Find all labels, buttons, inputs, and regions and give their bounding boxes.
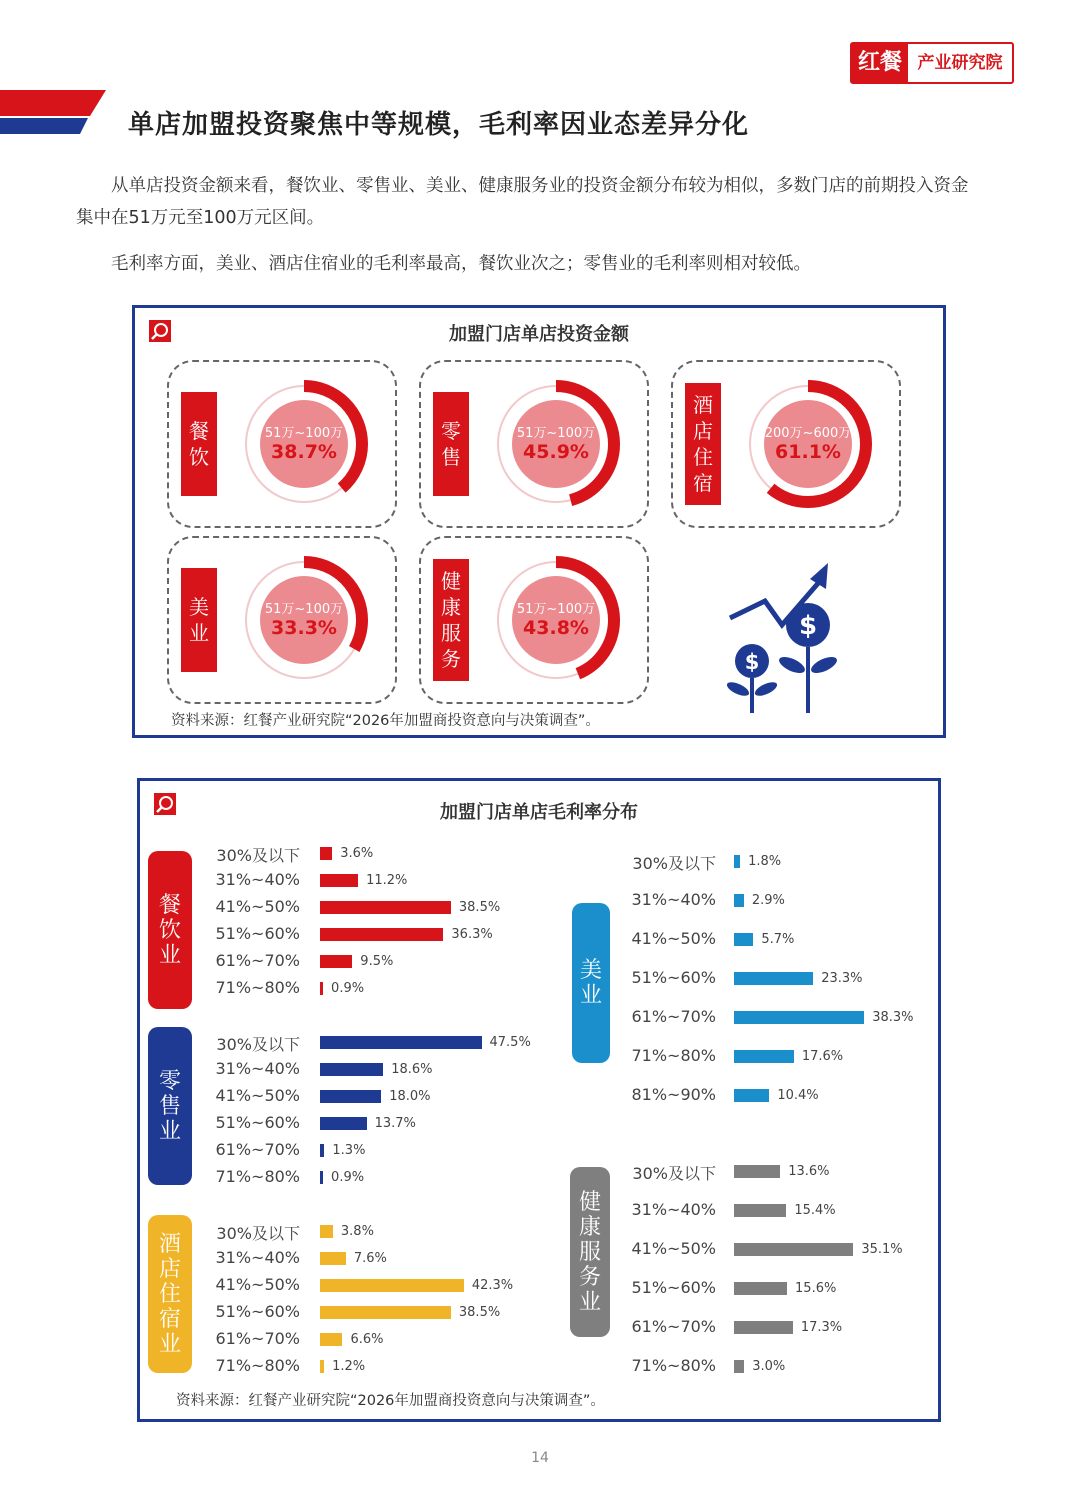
tick-label: 31%~40%	[631, 890, 716, 909]
tick-label: 30%及以下	[216, 1035, 300, 1054]
investment-card	[167, 360, 397, 528]
data-label: 38.3%	[872, 1010, 914, 1025]
bar	[320, 982, 323, 995]
investment-range: 51万~100万	[516, 602, 596, 617]
tick-label: 71%~80%	[215, 1356, 300, 1375]
bar	[320, 955, 352, 968]
data-label: 1.3%	[332, 1143, 366, 1158]
bar	[320, 1252, 346, 1265]
header-stripe	[0, 90, 110, 140]
bar	[734, 972, 813, 985]
margin-title: 加盟门店单店毛利率分布	[440, 802, 638, 823]
tick-label: 30%及以下	[632, 854, 716, 873]
category-label: 健 康 服 务	[433, 559, 469, 681]
logo-text: 产业研究院	[917, 53, 1003, 73]
tick-label: 71%~80%	[215, 1167, 300, 1186]
bar	[320, 1306, 451, 1319]
margin-category: 美 业	[572, 903, 610, 1063]
tick-label: 41%~50%	[215, 1275, 300, 1294]
tick-label: 31%~40%	[215, 870, 300, 889]
bar	[320, 928, 443, 941]
bar	[734, 1360, 744, 1373]
data-label: 38.5%	[458, 1305, 501, 1320]
svg-text:$: $	[744, 650, 760, 674]
logo-mark: 红餐	[852, 44, 908, 82]
investment-share: 38.7%	[271, 441, 337, 463]
paragraph-2: 毛利率方面，美业、酒店住宿业的毛利率最高，餐饮业次之；零售业的毛利率则相对较低。	[111, 254, 811, 274]
category-label: 酒 店 住 宿	[685, 383, 721, 505]
tick-label: 81%~90%	[631, 1085, 716, 1104]
tick-label: 61%~70%	[631, 1007, 716, 1026]
data-label: 15.4%	[794, 1203, 836, 1218]
data-label: 18.0%	[389, 1089, 431, 1104]
investment-card	[167, 536, 397, 704]
investment-range: 200万~600万	[764, 426, 852, 441]
tick-label: 30%及以下	[632, 1164, 716, 1183]
data-label: 36.3%	[451, 927, 493, 942]
data-label: 6.6%	[350, 1332, 384, 1347]
margin-category: 零 售 业	[148, 1027, 192, 1185]
bar	[320, 1117, 367, 1130]
investment-range: 51万~100万	[264, 602, 344, 617]
tick-label: 41%~50%	[215, 1086, 300, 1105]
margin-category: 健 康 服 务 业	[570, 1167, 610, 1337]
bar	[320, 1171, 323, 1184]
investment-range: 51万~100万	[264, 426, 344, 441]
category-label: 美 业	[181, 568, 217, 672]
investment-share: 61.1%	[775, 441, 841, 463]
margin-category: 酒 店 住 宿 业	[148, 1215, 192, 1373]
bar	[320, 1144, 324, 1157]
tick-label: 51%~60%	[215, 924, 300, 943]
bar	[320, 1279, 464, 1292]
tick-label: 30%及以下	[216, 1224, 300, 1243]
investment-range: 51万~100万	[516, 426, 596, 441]
tick-label: 71%~80%	[631, 1356, 716, 1375]
category-label: 餐 饮	[181, 392, 217, 496]
money-growth-icon	[720, 563, 850, 713]
bar	[734, 855, 740, 868]
data-label: 0.9%	[331, 981, 365, 996]
bar	[734, 1011, 864, 1024]
bar	[320, 1036, 482, 1049]
brand-logo	[850, 42, 1014, 84]
data-label: 5.7%	[761, 932, 795, 947]
tick-label: 61%~70%	[215, 951, 300, 970]
tick-label: 30%及以下	[216, 846, 300, 865]
bar	[734, 894, 744, 907]
data-label: 17.3%	[800, 1320, 843, 1335]
bar	[320, 1333, 342, 1346]
data-label: 2.9%	[751, 893, 785, 908]
data-label: 42.3%	[471, 1278, 514, 1293]
bar	[734, 933, 753, 946]
bar	[320, 1090, 381, 1103]
data-label: 1.8%	[748, 854, 782, 869]
data-label: 13.7%	[374, 1116, 416, 1131]
bar	[734, 1089, 769, 1102]
data-label: 13.6%	[788, 1164, 830, 1179]
investment-share: 33.3%	[271, 617, 337, 639]
tick-label: 41%~50%	[215, 897, 300, 916]
svg-text:$: $	[798, 611, 818, 641]
data-label: 1.2%	[332, 1359, 366, 1374]
investment-card	[419, 536, 649, 704]
investment-share: 45.9%	[523, 441, 589, 463]
tick-label: 61%~70%	[215, 1140, 300, 1159]
bar	[320, 874, 358, 887]
bar	[734, 1321, 793, 1334]
tick-label: 51%~60%	[215, 1113, 300, 1132]
bar	[734, 1050, 794, 1063]
data-label: 3.0%	[752, 1359, 786, 1374]
investment-share: 43.8%	[523, 617, 589, 639]
tick-label: 41%~50%	[631, 1239, 716, 1258]
tick-label: 61%~70%	[631, 1317, 716, 1336]
tick-label: 71%~80%	[631, 1046, 716, 1065]
investment-title: 加盟门店单店投资金额	[449, 324, 629, 345]
bar	[320, 1225, 333, 1238]
data-label: 3.6%	[340, 846, 374, 861]
data-label: 23.3%	[821, 971, 863, 986]
investment-card	[671, 360, 901, 528]
data-label: 15.6%	[795, 1281, 837, 1296]
tick-label: 51%~60%	[215, 1302, 300, 1321]
tick-label: 31%~40%	[215, 1059, 300, 1078]
margin-category: 餐 饮 业	[148, 851, 192, 1009]
tick-label: 71%~80%	[215, 978, 300, 997]
data-label: 3.8%	[340, 1224, 374, 1239]
paragraph-1: 从单店投资金额来看，餐饮业、零售业、美业、健康服务业的投资金额分布较为相似，多数门店的前期投入资金集中在51万元至100万元区间。	[76, 176, 969, 228]
margin-source: 资料来源：红餐产业研究院“2026年加盟商投资意向与决策调查”。	[176, 1393, 605, 1409]
bar	[320, 901, 451, 914]
bar	[734, 1282, 787, 1295]
data-label: 10.4%	[777, 1088, 819, 1103]
tick-label: 61%~70%	[215, 1329, 300, 1348]
data-label: 38.5%	[458, 900, 501, 915]
investment-panel	[132, 305, 946, 738]
data-label: 0.9%	[331, 1170, 365, 1185]
tick-label: 51%~60%	[631, 968, 716, 987]
data-label: 17.6%	[801, 1049, 844, 1064]
tick-label: 31%~40%	[215, 1248, 300, 1267]
bar	[734, 1165, 780, 1178]
page-number: 14	[531, 1450, 549, 1466]
data-label: 18.6%	[391, 1062, 433, 1077]
data-label: 11.2%	[366, 873, 408, 888]
bar	[320, 1360, 324, 1373]
investment-card	[419, 360, 649, 528]
category-label: 零 售	[433, 392, 469, 496]
data-label: 9.5%	[360, 954, 394, 969]
bar	[734, 1204, 786, 1217]
tick-label: 31%~40%	[631, 1200, 716, 1219]
page-title: 单店加盟投资聚焦中等规模，毛利率因业态差异分化	[128, 110, 750, 140]
data-label: 47.5%	[489, 1035, 531, 1050]
margin-panel	[137, 778, 941, 1422]
bar	[734, 1243, 853, 1256]
tick-label: 51%~60%	[631, 1278, 716, 1297]
investment-source: 资料来源：红餐产业研究院“2026年加盟商投资意向与决策调查”。	[171, 713, 600, 729]
data-label: 35.1%	[861, 1242, 903, 1257]
bar	[320, 847, 332, 860]
bar	[320, 1063, 383, 1076]
data-label: 7.6%	[353, 1251, 387, 1266]
tick-label: 41%~50%	[631, 929, 716, 948]
